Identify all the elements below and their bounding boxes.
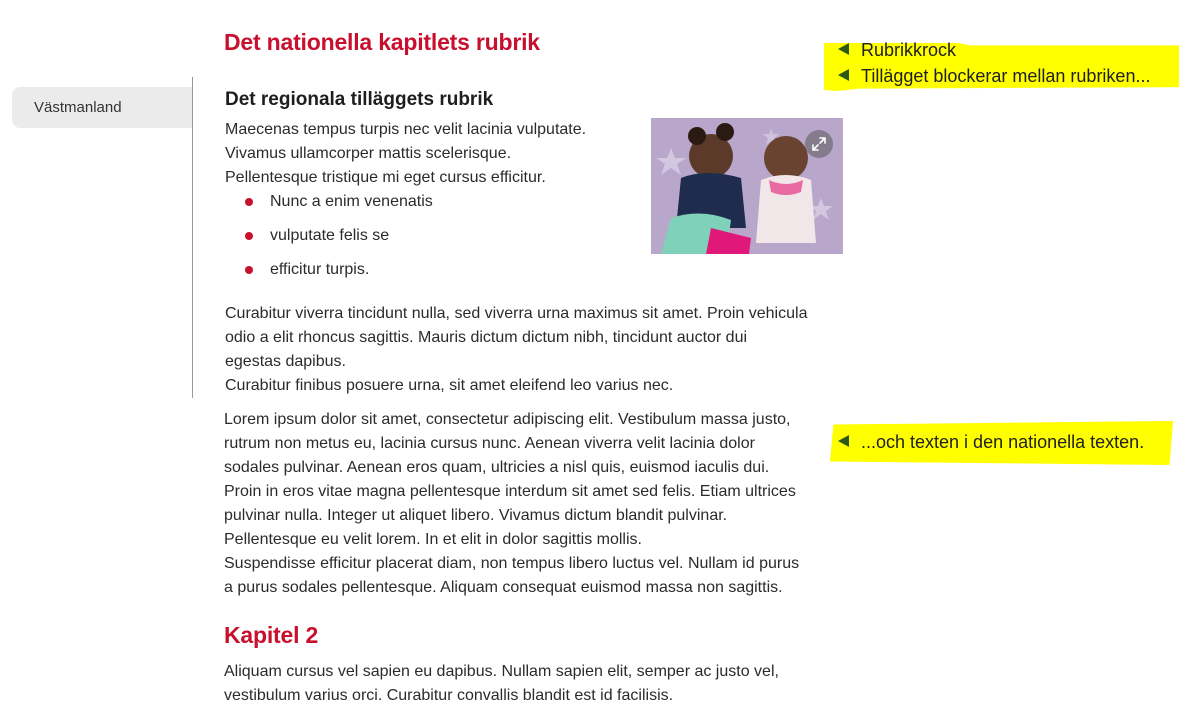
text-line: a purus sodales pellentesque. Aliquam consequat euismod massa non sagittis. bbox=[224, 579, 783, 596]
chapter-2-title: Kapitel 2 bbox=[224, 622, 319, 648]
text-line: Curabitur finibus posuere urna, sit amet eleifend leo varius nec. bbox=[225, 377, 674, 394]
list-item bbox=[244, 224, 433, 258]
chapter-title: Det nationella kapitlets rubrik bbox=[224, 29, 540, 55]
list-item bbox=[244, 190, 433, 224]
expand-icon bbox=[811, 136, 827, 152]
text-line: Suspendisse efficitur placerat diam, non tempus libero luctus vel. Nullam id purus bbox=[224, 555, 800, 572]
text-line: pulvinar nulla. Integer ut aliquet libero. Vivamus dictum blandit pulvinar. bbox=[224, 507, 728, 524]
list-item-text: Nunc a enim venenatis bbox=[270, 193, 433, 210]
regional-intro-paragraph bbox=[225, 118, 586, 190]
annotation-note-blocking bbox=[838, 63, 1150, 89]
text-line: Pellentesque tristique mi eget cursus efficitur. bbox=[225, 169, 546, 186]
bullet-dot bbox=[245, 232, 253, 240]
text-line: sodales pulvinar. Aenean eros quam, ultricies a nisl quis, euismod iaculis dui. bbox=[224, 459, 770, 476]
text-line: odio a elit rhoncus sagittis. Mauris dictum dictum nibh, tincidunt auctor dui bbox=[225, 329, 748, 346]
regional-paragraph-2 bbox=[225, 302, 807, 398]
list-item-text: efficitur turpis. bbox=[270, 261, 370, 278]
annotation-text: Tillägget blockerar mellan rubriken... bbox=[861, 66, 1151, 86]
children-photo[interactable] bbox=[651, 118, 843, 254]
region-tab-vastmanland[interactable] bbox=[12, 87, 193, 128]
regional-title: Det regionala tilläggets rubrik bbox=[225, 89, 494, 110]
text-line: Curabitur viverra tincidunt nulla, sed viverra urna maximus sit amet. Proin vehicula bbox=[225, 305, 808, 322]
text-line: Proin in eros vitae magna pellentesque interdum sit amet sed felis. Etiam ultrices bbox=[224, 483, 796, 500]
text-line: egestas dapibus. bbox=[225, 353, 346, 370]
left-arrow-icon bbox=[838, 43, 849, 55]
text-line: Maecenas tempus turpis nec velit lacinia vulputate. bbox=[225, 121, 587, 138]
bullet-dot bbox=[245, 266, 253, 274]
list-item bbox=[244, 258, 433, 292]
text-line: rutrum non metus eu, lacinia cursus nunc. Aenean viverra velit lacinia dolor bbox=[224, 435, 755, 452]
national-paragraph bbox=[224, 408, 799, 600]
annotation-note-heading-clash bbox=[838, 37, 956, 63]
annotation-text: ...och texten i den nationella texten. bbox=[861, 432, 1145, 452]
annotation-text: Rubrikkrock bbox=[861, 40, 957, 60]
list-item-text: vulputate felis se bbox=[270, 227, 390, 244]
text-line: Vivamus ullamcorper mattis scelerisque. bbox=[225, 145, 512, 162]
chapter-2-paragraph bbox=[224, 660, 779, 708]
text-line: vestibulum varius orci. Curabitur convallis blandit est id facilisis. bbox=[224, 687, 674, 704]
text-line: Pellentesque eu velit lorem. In et elit in dolor sagittis mollis. bbox=[224, 531, 642, 548]
left-arrow-icon bbox=[838, 435, 849, 447]
bullet-dot bbox=[245, 198, 253, 206]
text-line: Aliquam cursus vel sapien eu dapibus. Nullam sapien elit, semper ac justo vel, bbox=[224, 663, 779, 680]
regional-divider-line bbox=[192, 77, 193, 398]
left-arrow-icon bbox=[838, 69, 849, 81]
region-tab-label: Västmanland bbox=[34, 99, 122, 116]
annotation-note-national-text bbox=[838, 429, 1144, 455]
text-line: Lorem ipsum dolor sit amet, consectetur adipiscing elit. Vestibulum massa justo, bbox=[224, 411, 791, 428]
expand-image-button[interactable] bbox=[805, 130, 833, 158]
regional-bullet-list bbox=[244, 190, 433, 292]
